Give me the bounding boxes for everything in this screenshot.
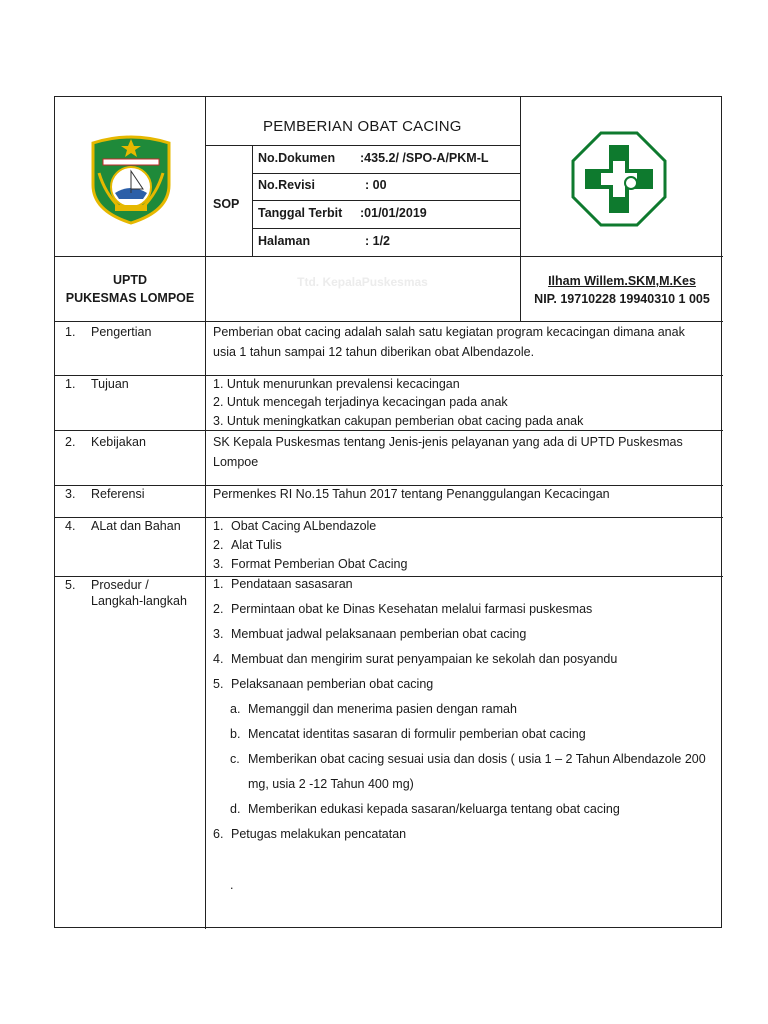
step-number: 5. <box>213 677 224 691</box>
row-label-kebijakan: Kebijakan <box>91 435 146 449</box>
substep-letter: b. <box>230 727 241 741</box>
column-divider-right-header <box>520 97 521 256</box>
pengertian-line-2: usia 1 tahun sampai 12 tahun diberikan obat Albendazole. <box>213 345 535 359</box>
header-bottom-line <box>55 256 723 257</box>
substep-text-continued: mg, usia 2 -12 Tahun 400 mg) <box>248 777 414 791</box>
row-number: 1. <box>65 325 76 339</box>
row-label-langkah: Langkah-langkah <box>91 594 187 608</box>
substep-letter: a. <box>230 702 241 716</box>
tujuan-line-2: 2. Untuk mencegah terjadinya kecacingan pada anak <box>213 395 508 409</box>
row-label-prosedur: Prosedur / <box>91 578 149 592</box>
step-text: Pelaksanaan pemberian obat cacing <box>231 677 434 691</box>
row-number: 3. <box>65 487 76 501</box>
step-number: 2. <box>213 602 224 616</box>
substep-letter: d. <box>230 802 241 816</box>
step-text: Permintaan obat ke Dinas Kesehatan melalui farmasi puskesmas <box>231 602 593 616</box>
step-number: 3. <box>213 627 224 641</box>
step-number: 6. <box>213 827 224 841</box>
row-label-alat-bahan: ALat dan Bahan <box>91 519 181 533</box>
org-line-2: PUKESMAS LOMPOE <box>65 291 195 305</box>
head-signature-placeholder: Ttd. KepalaPuskesmas <box>297 275 428 289</box>
alat-item-text: Obat Cacing ALbendazole <box>231 519 377 533</box>
meta-value-page: : 1/2 <box>365 234 391 248</box>
row-number: 4. <box>65 519 76 533</box>
regional-emblem-icon <box>89 133 173 225</box>
tujuan-line-3: 3. Untuk meningkatkan cakupan pemberian obat cacing pada anak <box>213 414 584 428</box>
meta-value-document-number: :435.2/ /SPO-A/PKM-L <box>360 151 489 165</box>
substep-text: Memberikan obat cacing sesuai usia dan dosis ( usia 1 – 2 Tahun Albendazole 200 <box>248 752 706 766</box>
alat-item-number: 2. <box>213 538 224 552</box>
alat-item-text: Alat Tulis <box>231 538 282 552</box>
row-line-5 <box>55 576 723 577</box>
step-text: Petugas melakukan pencatatan <box>231 827 407 841</box>
step-text: Pendataan sasasaran <box>231 577 353 591</box>
meta-divider-2 <box>252 200 520 201</box>
substep-letter: c. <box>230 752 240 766</box>
column-divider-left <box>205 97 206 929</box>
sop-label: SOP <box>213 197 240 211</box>
meta-divider-3 <box>252 228 520 229</box>
substep-text: Memanggil dan menerima pasien dengan ramah <box>248 702 517 716</box>
meta-label-revision: No.Revisi <box>258 178 315 192</box>
alat-item-text: Format Pemberian Obat Cacing <box>231 557 408 571</box>
row-label-pengertian: Pengertian <box>91 325 152 339</box>
sign-bottom-line <box>55 321 723 322</box>
step-text: Membuat jadwal pelaksanaan pemberian obat cacing <box>231 627 527 641</box>
row-label-tujuan: Tujuan <box>91 377 129 391</box>
row-label-referensi: Referensi <box>91 487 145 501</box>
meta-divider-1 <box>252 173 520 174</box>
kebijakan-line-1: SK Kepala Puskesmas tentang Jenis-jenis pelayanan yang ada di UPTD Puskesmas <box>213 435 683 449</box>
head-nip: NIP. 19710228 19940310 1 005 <box>534 292 710 306</box>
trailing-dot: . <box>230 878 234 892</box>
kebijakan-line-2: Lompoe <box>213 455 259 469</box>
puskesmas-cross-icon <box>571 131 667 227</box>
meta-value-revision: : 00 <box>365 178 387 192</box>
step-number: 1. <box>213 577 224 591</box>
pengertian-line-1: Pemberian obat cacing adalah salah satu kegiatan program kecacingan dimana anak <box>213 325 685 339</box>
meta-label-page: Halaman <box>258 234 311 248</box>
step-number: 4. <box>213 652 224 666</box>
alat-item-number: 3. <box>213 557 224 571</box>
row-number: 5. <box>65 578 76 592</box>
meta-value-issue-date: :01/01/2019 <box>360 206 427 220</box>
referensi-line-1: Permenkes RI No.15 Tahun 2017 tentang Penanggulangan Kecacingan <box>213 487 610 501</box>
row-number: 2. <box>65 435 76 449</box>
document-title: PEMBERIAN OBAT CACING <box>263 118 462 135</box>
org-line-1: UPTD <box>112 273 148 287</box>
tujuan-line-1: 1. Untuk menurunkan prevalensi kecacingan <box>213 377 460 391</box>
step-text: Membuat dan mengirim surat penyampaian ke sekolah dan posyandu <box>231 652 618 666</box>
title-divider <box>205 145 520 146</box>
sop-document-table <box>54 96 722 928</box>
meta-label-issue-date: Tanggal Terbit <box>258 206 343 220</box>
substep-text: Memberikan edukasi kepada sasaran/keluarga tentang obat cacing <box>248 802 620 816</box>
alat-item-number: 1. <box>213 519 224 533</box>
row-number: 1. <box>65 377 76 391</box>
meta-label-document-number: No.Dokumen <box>258 151 336 165</box>
head-name: Ilham Willem.SKM,M.Kes <box>548 274 696 288</box>
substep-text: Mencatat identitas sasaran di formulir pemberian obat cacing <box>248 727 586 741</box>
